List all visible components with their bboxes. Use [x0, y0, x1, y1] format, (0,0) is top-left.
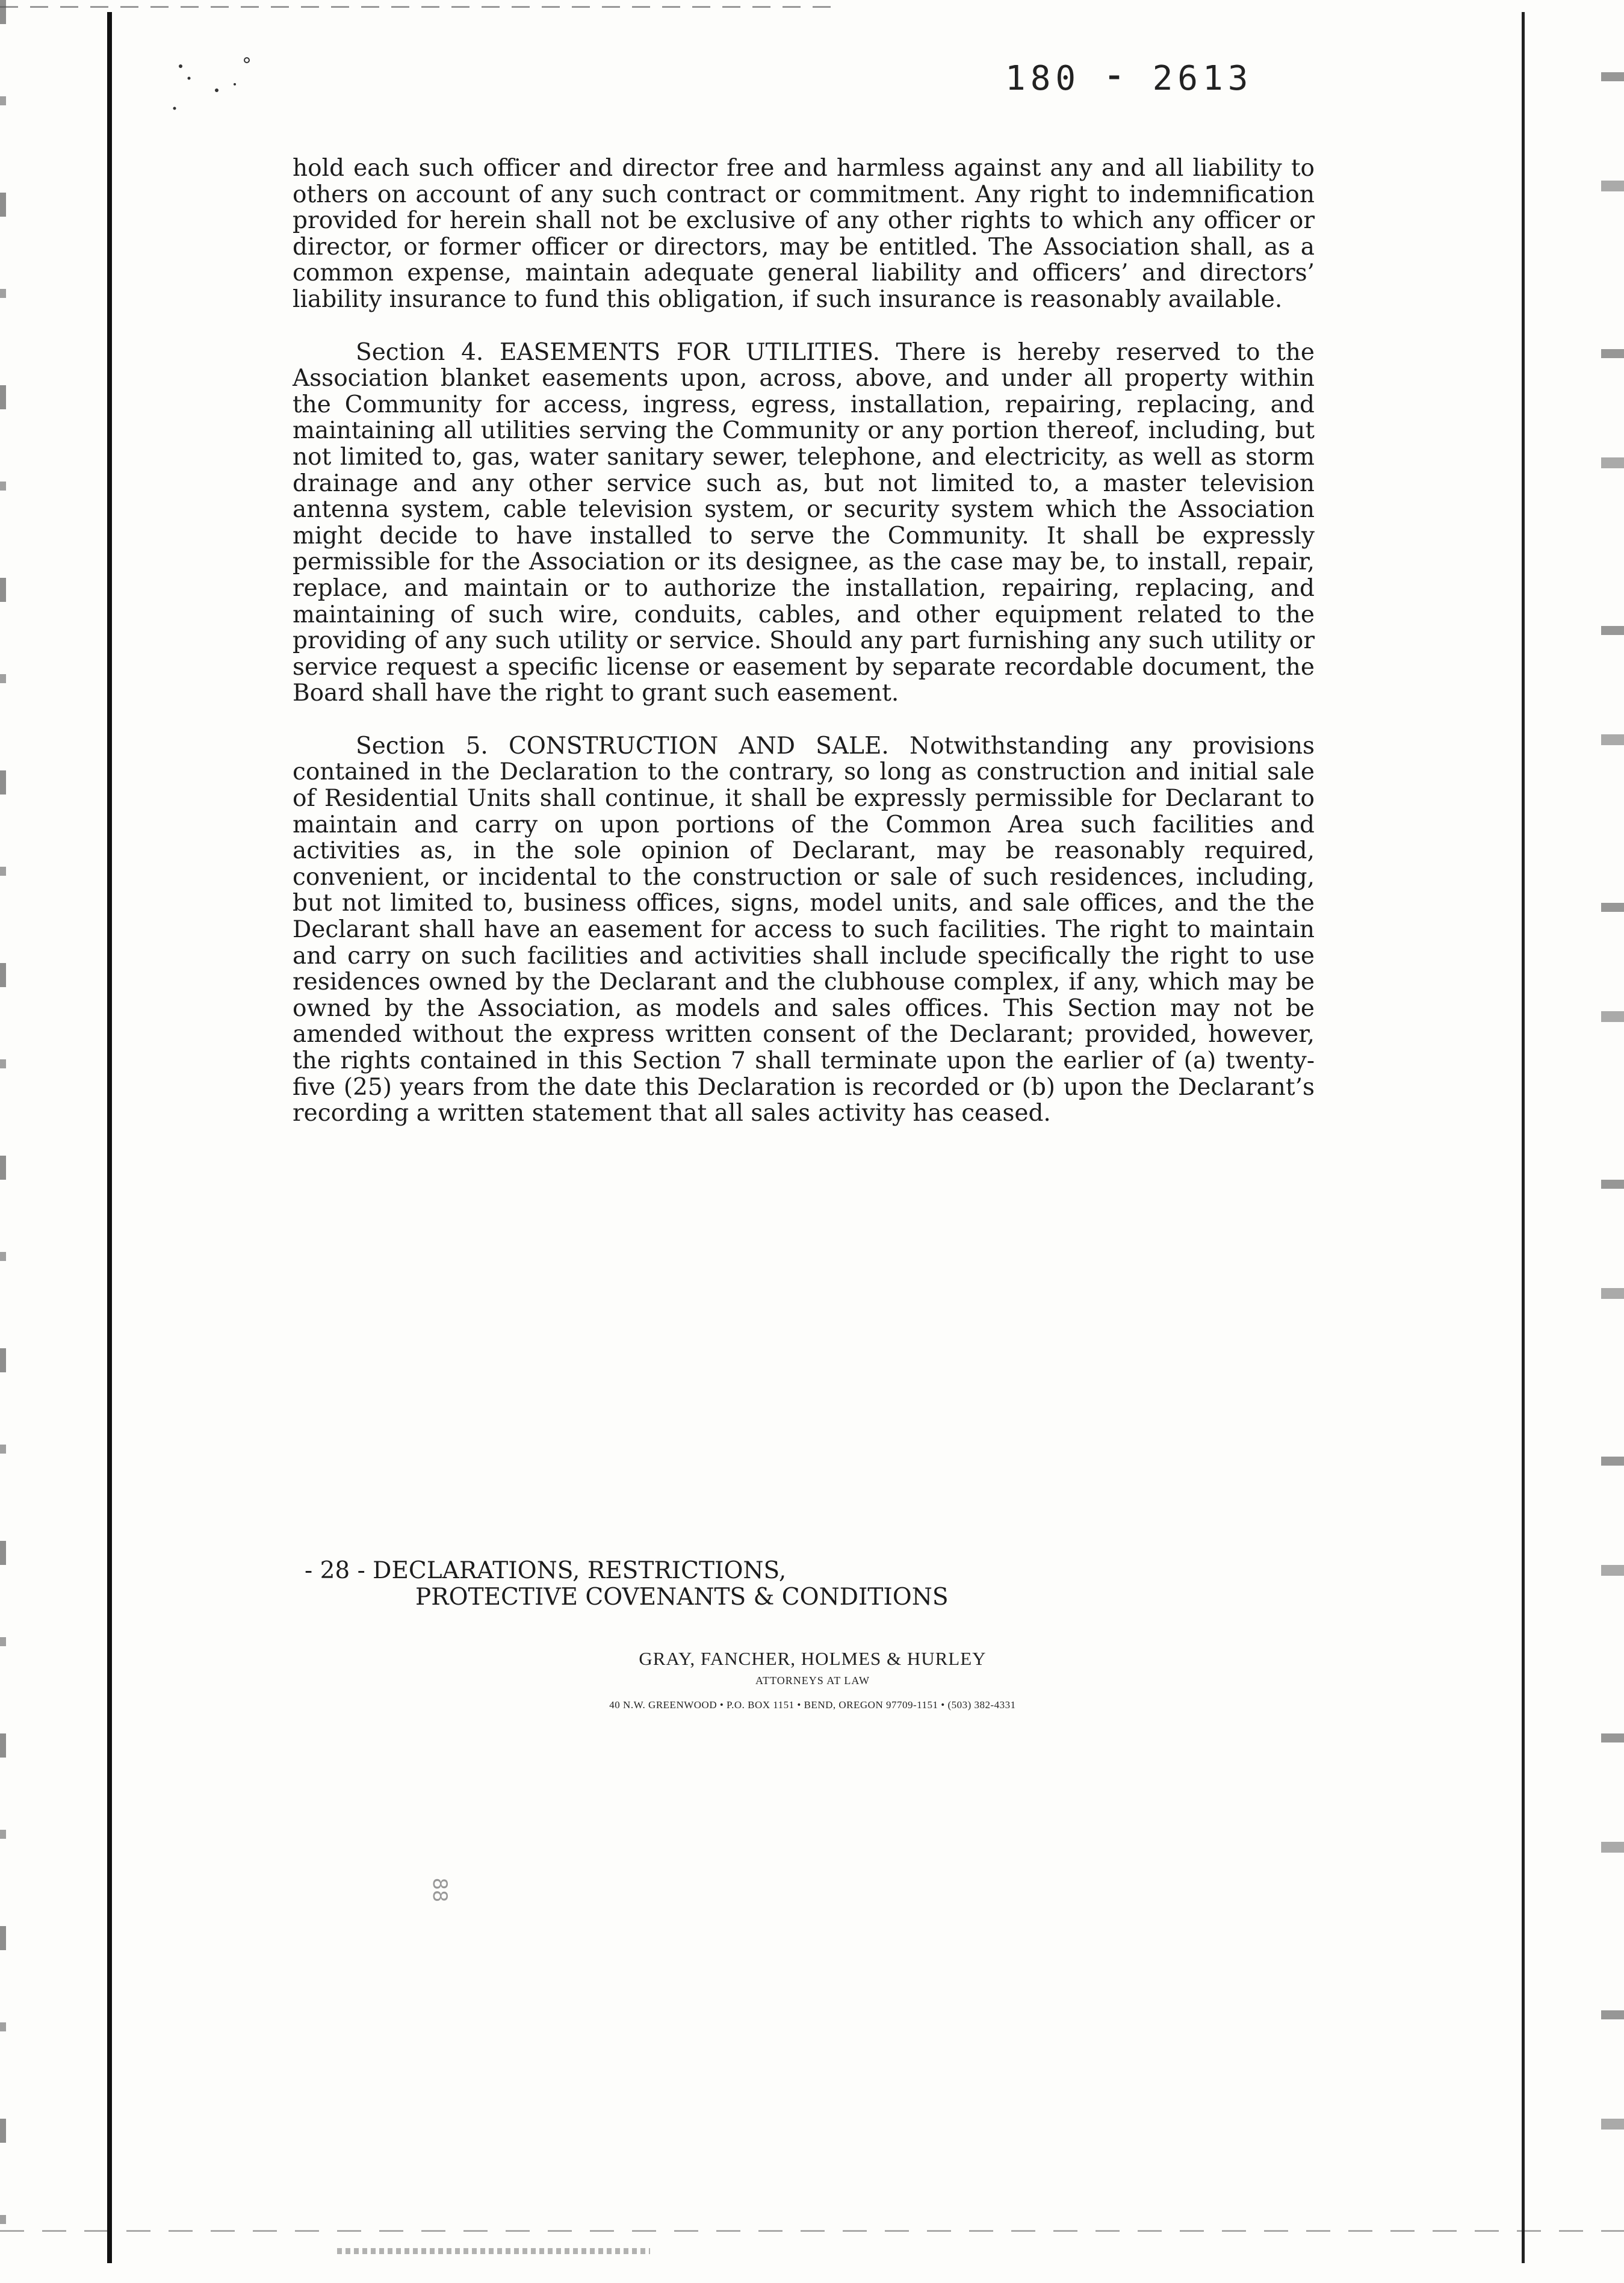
paragraph-section-5: Section 5. CONSTRUCTION AND SALE. Notwithstanding any provisions contained in the Declaration to the contrary, so long as construction and initial sale of Residential Units shall continue, it shall be expressly permissible for Declarant to maintain and carry on upon portions of the Common Area such facilities and activities as, in the sole opinion of Declarant, may be reasonably required, convenient, or incidental to the construction or sale of such residences, including, but not limited to, business offices, signs, model units, and sale offices, and the the Declarant shall have an easement for access to such facilities. The right to maintain and carry on such facilities and activities shall include specifically the right to use residences owned by the Declarant and the clubhouse complex, if any, which may be owned by the Association, as models and sales offices. This Section may not be amended without the express written consent of the Declarant; provided, however, the rights contained in this Section 7 shall terminate upon the earlier of (a) twenty-five (25) years from the date this Declaration is recorded or (b) upon the Declarant’s recording a written statement that all sales activity has ceased. — [293, 732, 1315, 1127]
page-number: 180 ⁃ 2613 — [1005, 59, 1253, 98]
document-body — [293, 155, 1315, 1153]
law-firm-letterhead — [536, 1648, 1089, 1711]
firm-name: GRAY, FANCHER, HOLMES & HURLEY — [639, 1648, 987, 1669]
scan-edge-bottom — [0, 2230, 1624, 2232]
scan-specks — [169, 54, 265, 126]
footer-line-1: - 28 - DECLARATIONS, RESTRICTIONS, — [305, 1557, 787, 1584]
paragraph-indemnification: hold each such officer and director free and harmless against any and all liability to others on account of any such contract or commitment. Any right to indemnification provided for herein shall not be exclusive of any other rights to which any officer or director, or former officer or directors, may be entitled. The Association shall, as a common expense, maintain adequate general liability and officers’ and directors’ liability insurance to fund this obligation, if such insurance is reasonably available. — [293, 155, 1315, 313]
scan-edge-top — [0, 6, 843, 8]
stamp-mark — [415, 1872, 451, 1908]
left-margin-rule — [107, 12, 112, 2263]
footer-caption — [305, 1558, 949, 1611]
firm-address: 40 N.W. GREENWOOD • P.O. BOX 1151 • BEND, OREGON 97709-1151 • (503) 382-4331 — [609, 1699, 1016, 1711]
right-margin-rule — [1522, 12, 1525, 2263]
firm-subtitle: ATTORNEYS AT LAW — [755, 1674, 870, 1687]
scan-edge-bottom-mark — [337, 2248, 650, 2254]
scan-edge-left — [0, 0, 6, 2283]
stamp-text: 88 — [429, 1877, 451, 1903]
paragraph-section-4: Section 4. EASEMENTS FOR UTILITIES. There is hereby reserved to the Association blanket easements upon, across, above, and under all property within the Community for access, ingress, egress, installation, repairing, replacing, and maintaining all utilities serving the Community or any portion thereof, including, but not limited to, gas, water sanitary sewer, telephone, and electricity, as well as storm drainage and any other service such as, but not limited to, a master television antenna system, cable television system, or security system which the Association might decide to have installed to serve the Community. It shall be expressly permissible for the Association or its designee, as the case may be, to install, repair, replace, and maintain or to authorize the installation, repairing, replacing, and maintaining of such wire, conduits, cables, and other equipment related to the providing of any such utility or service. Should any part furnishing any such utility or service request a specific license or easement by separate recordable document, the Board shall have the right to grant such easement. — [293, 338, 1315, 707]
scan-edge-right — [1601, 0, 1624, 2283]
footer-line-2: PROTECTIVE COVENANTS & CONDITIONS — [415, 1584, 949, 1611]
